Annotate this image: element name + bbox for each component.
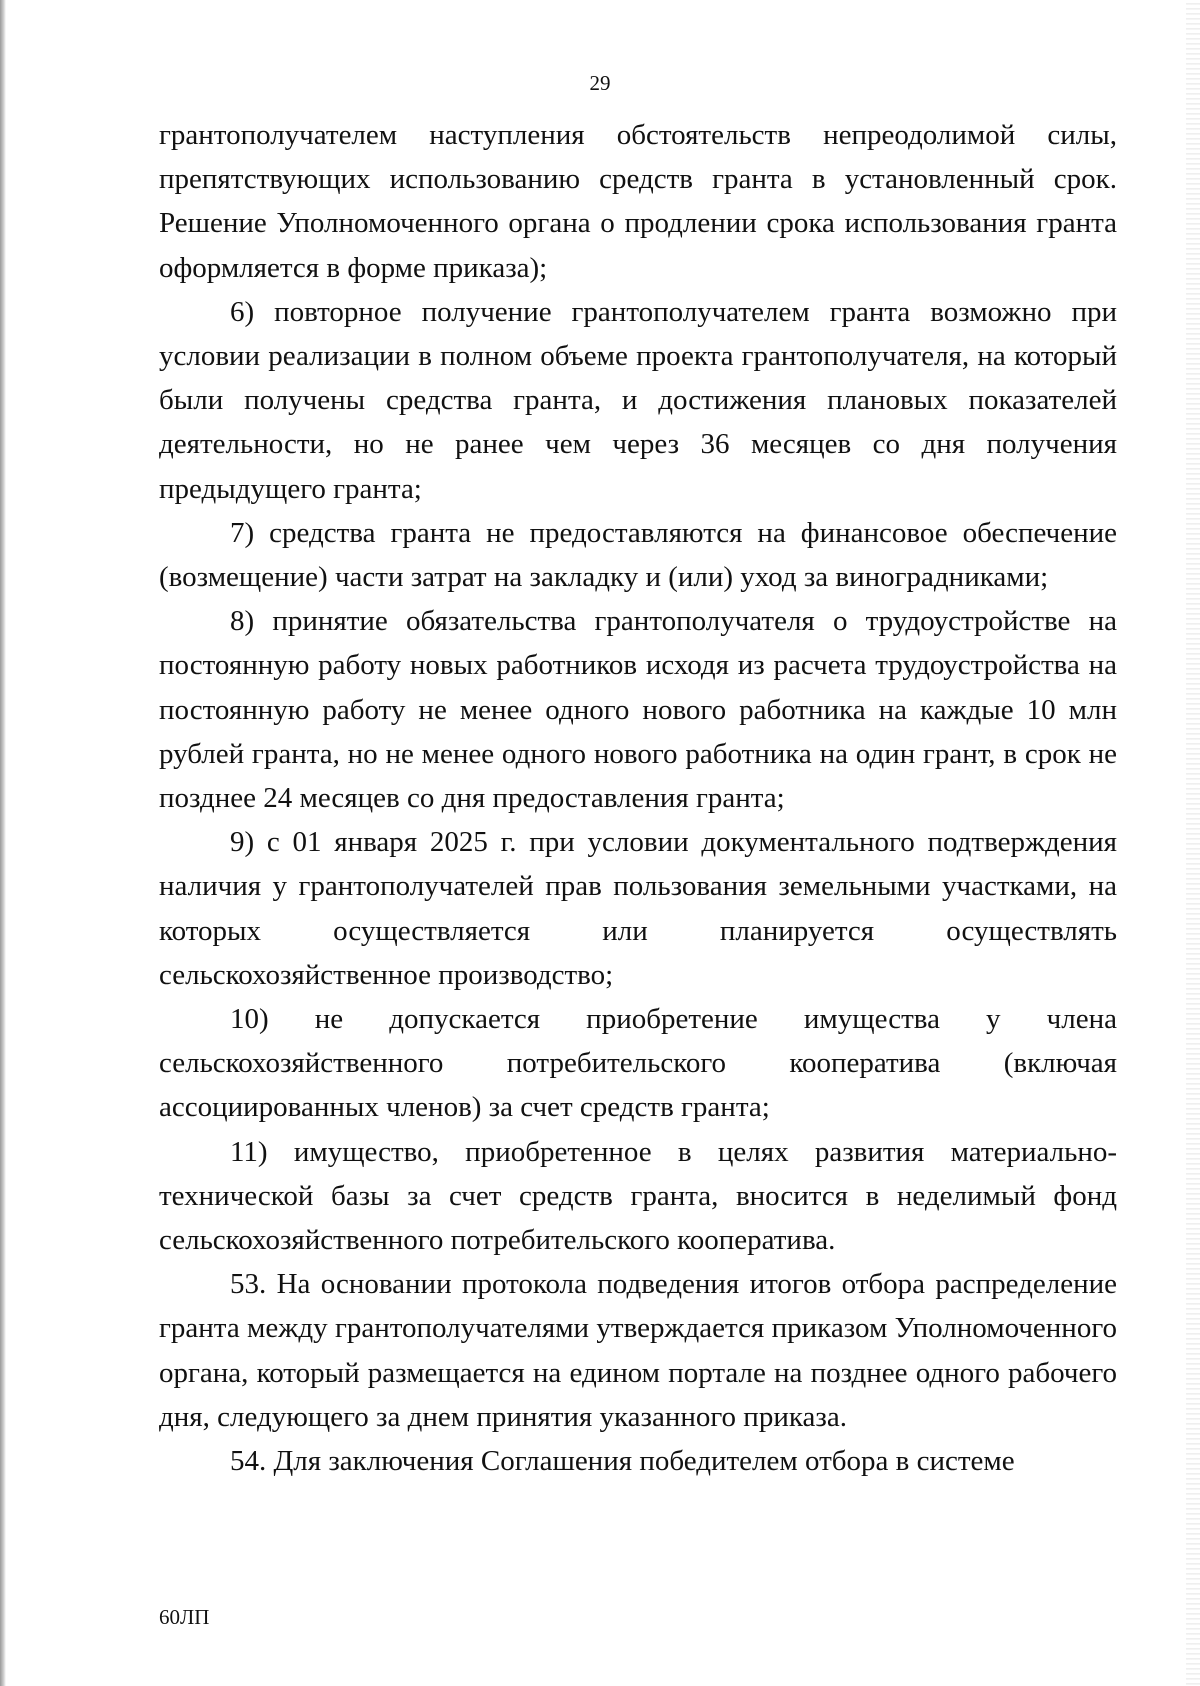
paragraph-item-11: 11) имущество, приобретенное в целях развития материально-технической базы за счет средств гранта, вносится в неделимый фонд сельскохозяйственного потребительского кооператива. bbox=[159, 1135, 1117, 1257]
footer-document-code: 60ЛП bbox=[159, 1605, 210, 1629]
paragraph-item-8: 8) принятие обязательства грантополучателя о трудоустройстве на постоянную работу новых работников исходя из расчета трудоустройства на постоянную работу не менее одного нового работника на каждые 10 млн рублей гранта, но не менее одного нового работника на один грант, в срок не позднее 24 месяцев со дня предоставления гранта; bbox=[159, 605, 1117, 815]
paragraph-item-9: 9) с 01 января 2025 г. при условии документального подтверждения наличия у грантополучателей прав пользования земельными участками, на которых осуществляется или планируется осуществлять сельскохозяйственное производство; bbox=[159, 826, 1117, 991]
paragraph-item-10: 10) не допускается приобретение имущества у члена сельскохозяйственного потребительского кооператива (включая ассоциированных членов) за счет средств гранта; bbox=[159, 1003, 1117, 1124]
paragraph-item-6: 6) повторное получение грантополучателем гранта возможно при условии реализации в полном объеме проекта грантополучателя, на который были получены средства гранта, и достижения плановых показателей деятельности, но не ранее чем через 36 месяцев со дня получения предыдущего гранта; bbox=[159, 295, 1117, 505]
paragraph-section-54: 54. Для заключения Соглашения победителем отбора в системе bbox=[230, 1445, 1015, 1478]
scan-right-edge bbox=[1186, 0, 1200, 1686]
scan-left-edge bbox=[0, 0, 6, 1686]
page-number: 29 bbox=[589, 71, 611, 95]
document-body bbox=[159, 113, 1117, 1483]
paragraph-section-53: 53. На основании протокола подведения итогов отбора распределение гранта между грантополучателями утверждается приказом Уполномоченного органа, который размещается на едином портале на позднее одного рабочего дня, следующего за днем принятия указанного приказа. bbox=[159, 1268, 1117, 1433]
paragraph-continuation: грантополучателем наступления обстоятельств непреодолимой силы, препятствующих использованию средств гранта в установленный срок. Решение Уполномоченного органа о продлении срока использования гранта оформляется в форме приказа); bbox=[159, 119, 1117, 284]
paragraph-item-7: 7) средства гранта не предоставляются на финансовое обеспечение (возмещение) части затрат на закладку и (или) уход за виноградниками; bbox=[159, 516, 1117, 594]
